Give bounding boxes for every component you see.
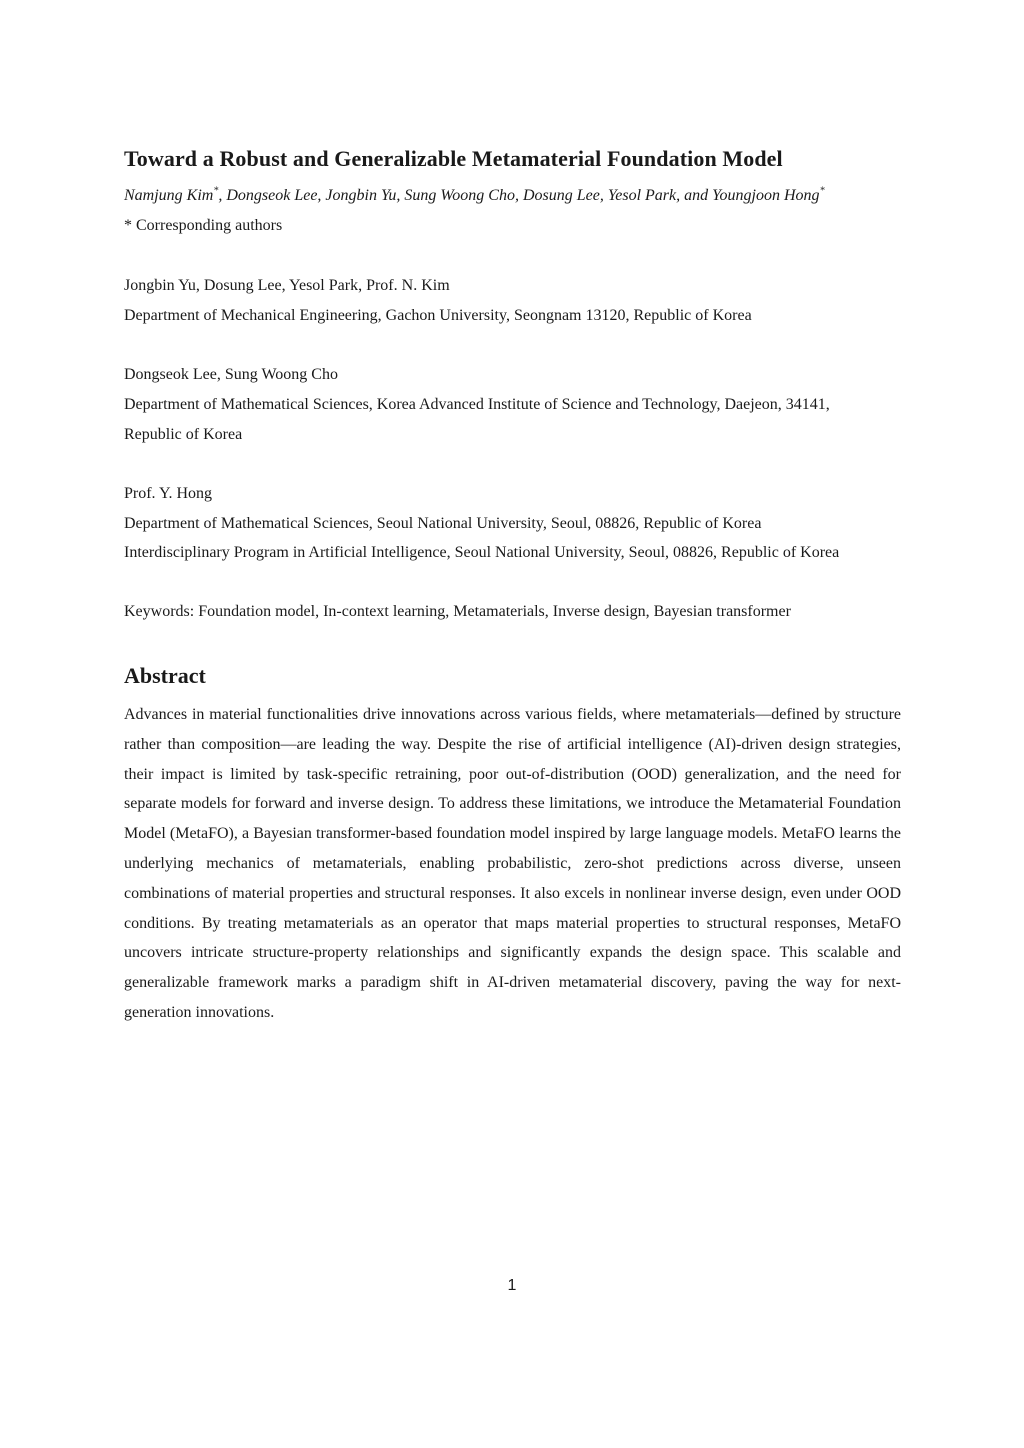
affiliation-line: Department of Mathematical Sciences, Korea Advanced Institute of Science and Technology, Daejeon, 34141, <box>124 396 830 413</box>
affiliation-line: Republic of Korea <box>124 426 243 443</box>
affiliation-names: Jongbin Yu, Dosung Lee, Yesol Park, Prof. N. Kim <box>124 277 450 294</box>
affiliation-names: Prof. Y. Hong <box>124 485 213 502</box>
corresponding-mark: * <box>213 185 219 197</box>
abstract-heading: Abstract <box>124 663 206 688</box>
author-list <box>124 187 825 205</box>
corresponding-mark: * <box>819 185 825 197</box>
page-number: 1 <box>507 1277 517 1294</box>
author-first: Namjung Kim <box>124 187 214 204</box>
affiliation-line: Department of Mathematical Sciences, Seoul National University, Seoul, 08826, Republic of Korea <box>124 515 762 532</box>
corresponding-note: * Corresponding authors <box>124 217 283 234</box>
paper-title: Toward a Robust and Generalizable Metamaterial Foundation Model <box>124 146 783 171</box>
affiliation-line: Department of Mechanical Engineering, Gachon University, Seongnam 13120, Republic of Korea <box>124 307 752 324</box>
keywords: Keywords: Foundation model, In-context learning, Metamaterials, Inverse design, Bayesian transformer <box>124 603 791 620</box>
abstract-text: Advances in material functionalities drive innovations across various fields, where metamaterials—defined by structure rather than composition—are leading the way. Despite the rise of artificial intelligence (AI)-driven design strategies, their impact is limited by task-specific retraining, poor out-of-distribution (OOD) generalization, and the need for separate models for forward and inverse design. To address these limitations, we introduce the Metamaterial Foundation Model (MetaFO), a Bayesian transformer-based foundation model inspired by large language models. MetaFO learns the underlying mechanics of metamaterials, enabling probabilistic, zero-shot predictions across diverse, unseen combinations of material properties and structural responses. It also excels in nonlinear inverse design, even under OOD conditions. By treating metamaterials as an operator that maps material properties to structural responses, MetaFO uncovers intricate structure-property relationships and significantly expands the design space. This scalable and generalizable framework marks a paradigm shift in AI-driven metamaterial discovery, paving the way for next-generation innovations. <box>124 706 901 1021</box>
author-others: , Dongseok Lee, Jongbin Yu, Sung Woong Cho, Dosung Lee, Yesol Park, and Youngjoon Hong <box>218 187 820 204</box>
affiliation-names: Dongseok Lee, Sung Woong Cho <box>124 366 338 383</box>
affiliation-line: Interdisciplinary Program in Artificial Intelligence, Seoul National University, Seoul, 08826, Republic of Korea <box>124 544 840 561</box>
